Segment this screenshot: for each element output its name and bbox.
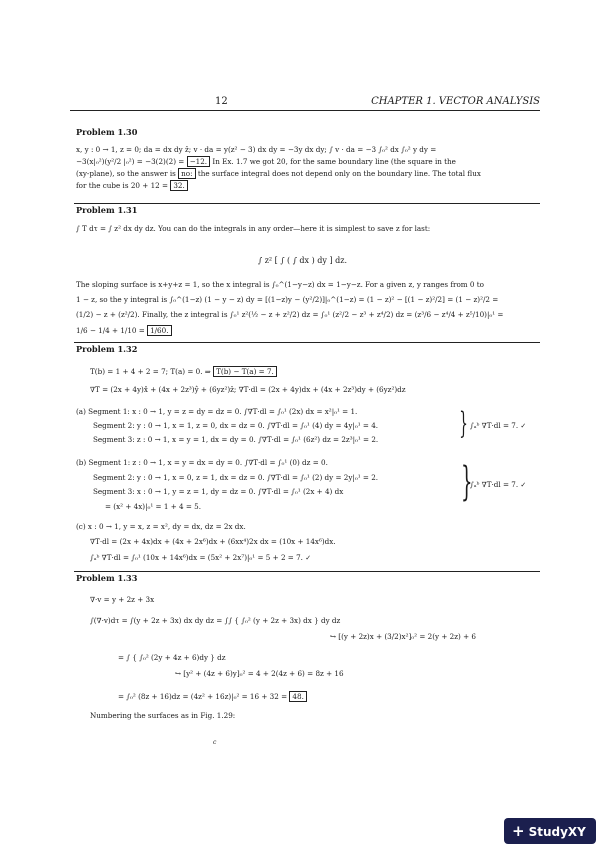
p131-line2: The sloping surface is x+y+z = 1, so the x integral is ∫₀^(1−y−z) dx = 1−y−z. For a given z, y ranges from 0 to [76,280,484,289]
p131-line5: 1/6 − 1/4 + 1/10 = 1/60. [76,326,172,335]
plus-icon: + [512,822,525,840]
p133-answer-box: 48. [289,691,306,702]
p132-a-seg2: Segment 2: y : 0 → 1, x = 1, z = 0, dx = dz = 0. ∫∇T·dl = ∫₀¹ (4) dy = 4y|₀¹ = 4. [93,421,379,430]
p132-a-seg3: Segment 3: z : 0 → 1, x = y = 1, dx = dy = 0. ∫∇T·dl = ∫₀¹ (6z²) dz = 2z³|₀¹ = 2. [93,435,379,444]
p131-line4: (1/2) − z + (z²/2). Finally, the z integral is ∫₀¹ z²(½ − z + z²/2) dz = ∫₀¹ (z²/2 − z³ + z⁴/2) dz = (z³/6 − z⁴/4 + z⁵/10)|₀¹ = [76,310,504,319]
p133-line7: Numbering the surfaces as in Fig. 1.29: [90,711,236,720]
rule-1-33 [74,571,540,572]
p132-b-seg3-result: = (x² + 4x)|₀¹ = 1 + 4 = 5. [105,502,202,511]
p132-line1: T(b) = 1 + 4 + 2 = 7; T(a) = 0. ⇒ T(b) − T(a) = 7. [90,367,277,376]
problem-1-33-title: Problem 1.33 [76,573,138,583]
p130-line4: for the cube is 20 + 12 = 32. [76,181,188,190]
studyxy-logo: + StudyXY [504,818,596,844]
p133-line4: = ∫ { ∫₀² (2y + 4z + 6)dy } dz [118,653,226,662]
p132-b-brace: } [460,459,473,505]
stray-mark: c [213,739,217,746]
problem-1-32-title: Problem 1.32 [76,344,138,354]
p130-line1: x, y : 0 → 1, z = 0; da = dx dy ẑ; v · da = y(z² − 3) dx dy = −3y dx dy; ∫ v · da = −3 ∫₀² dx ∫₀² y dy = [76,145,437,154]
p132-b-seg3: Segment 3: x : 0 → 1, y = z = 1, dy = dz = 0. ∫∇T·dl = ∫₀¹ (2x + 4) dx [93,487,344,496]
page-number: 12 [215,96,228,107]
p132-answer-box: T(b) − T(a) = 7. [213,366,277,377]
p131-line1: ∫ T dτ = ∫ z² dx dy dz. You can do the integrals in any order—here it is simplest to save z for last: [76,224,431,233]
p132-a-result: ∫ₐᵇ ∇T·dl = 7. ✓ [470,421,527,430]
header-rule [70,110,540,111]
rule-1-31 [74,203,540,204]
p132-b-seg2: Segment 2: y : 0 → 1, x = 0, z = 1, dx = dz = 0. ∫∇T·dl = ∫₀¹ (2) dy = 2y|₀¹ = 2. [93,473,379,482]
problem-1-31-title: Problem 1.31 [76,205,138,215]
p132-c-line1: (c) x : 0 → 1, y = x, z = x², dy = dx, dz = 2x dx. [76,522,246,531]
p132-b-result: ∫ₐᵇ ∇T·dl = 7. ✓ [470,480,527,489]
p130-line2: −3(x|₀²)(y²/2 |₀²) = −3(2)(2) = −12. In Ex. 1.7 we got 20, for the same boundary line (the square in the [76,157,456,166]
p132-c-line2: ∇T·dl = (2x + 4x)dx + (4x + 2x⁶)dx + (6xx⁴)2x dx = (10x + 14x⁶)dx. [90,537,336,546]
p133-line6: = ∫₀² (8z + 16)dz = (4z² + 16z)|₀² = 16 + 32 = 48. [118,692,307,701]
p132-a-seg1: (a) Segment 1: x : 0 → 1, y = z = dy = dz = 0. ∫∇T·dl = ∫₀¹ (2x) dx = x²|₀¹ = 1. [76,407,358,416]
p130-no-box: no: [178,168,195,179]
p133-line1: ∇·v = y + 2z + 3x [90,595,155,604]
p131-answer-box: 1/60. [147,325,171,336]
chapter-title: CHAPTER 1. VECTOR ANALYSIS [371,96,540,107]
p132-b-seg1: (b) Segment 1: z : 0 → 1, x = y = dx = dy = 0. ∫∇T·dl = ∫₀¹ (0) dz = 0. [76,458,328,467]
p133-line5: ↪ [y² + (4z + 6)y]₀² = 4 + 2(4z + 6) = 8z + 16 [175,669,344,678]
p133-line3: ↪ [(y + 2z)x + (3/2)x²]₀² = 2(y + 2z) + 6 [330,632,477,641]
p130-line3: (xy-plane), so the answer is no: the surface integral does not depend only on the boundary line. The total flux [76,169,481,178]
p130-flux-box: 32. [170,180,187,191]
problem-1-30-title: Problem 1.30 [76,127,138,137]
p131-display-eq: ∫ z² [ ∫ ( ∫ dx ) dy ] dz. [258,256,347,265]
p132-c-line3: ∫ₐᵇ ∇T·dl = ∫₀¹ (10x + 14x⁶)dx = (5x² + 2x⁷)|₀¹ = 5 + 2 = 7. ✓ [90,553,312,562]
p133-line2: ∫(∇·v)dτ = ∫(y + 2z + 3x) dx dy dz = ∫∫ { ∫₀² (y + 2z + 3x) dx } dy dz [90,616,341,625]
p132-gradient: ∇T = (2x + 4y)x̂ + (4x + 2z³)ŷ + (6yz²)ẑ; ∇T·dl = (2x + 4y)dx + (4x + 2z³)dy + (6yz²)dz [90,385,406,394]
rule-1-32 [74,342,540,343]
p130-answer-box: −12. [187,156,210,167]
p131-line3: 1 − z, so the y integral is ∫₀^(1−z) (1 − y − z) dy = [(1−z)y − (y²/2)]|₀^(1−z) = (1 − z)² − [(1 − z)²/2] = (1 − z)²/2 = [76,295,499,304]
p132-a-brace: } [459,406,468,441]
